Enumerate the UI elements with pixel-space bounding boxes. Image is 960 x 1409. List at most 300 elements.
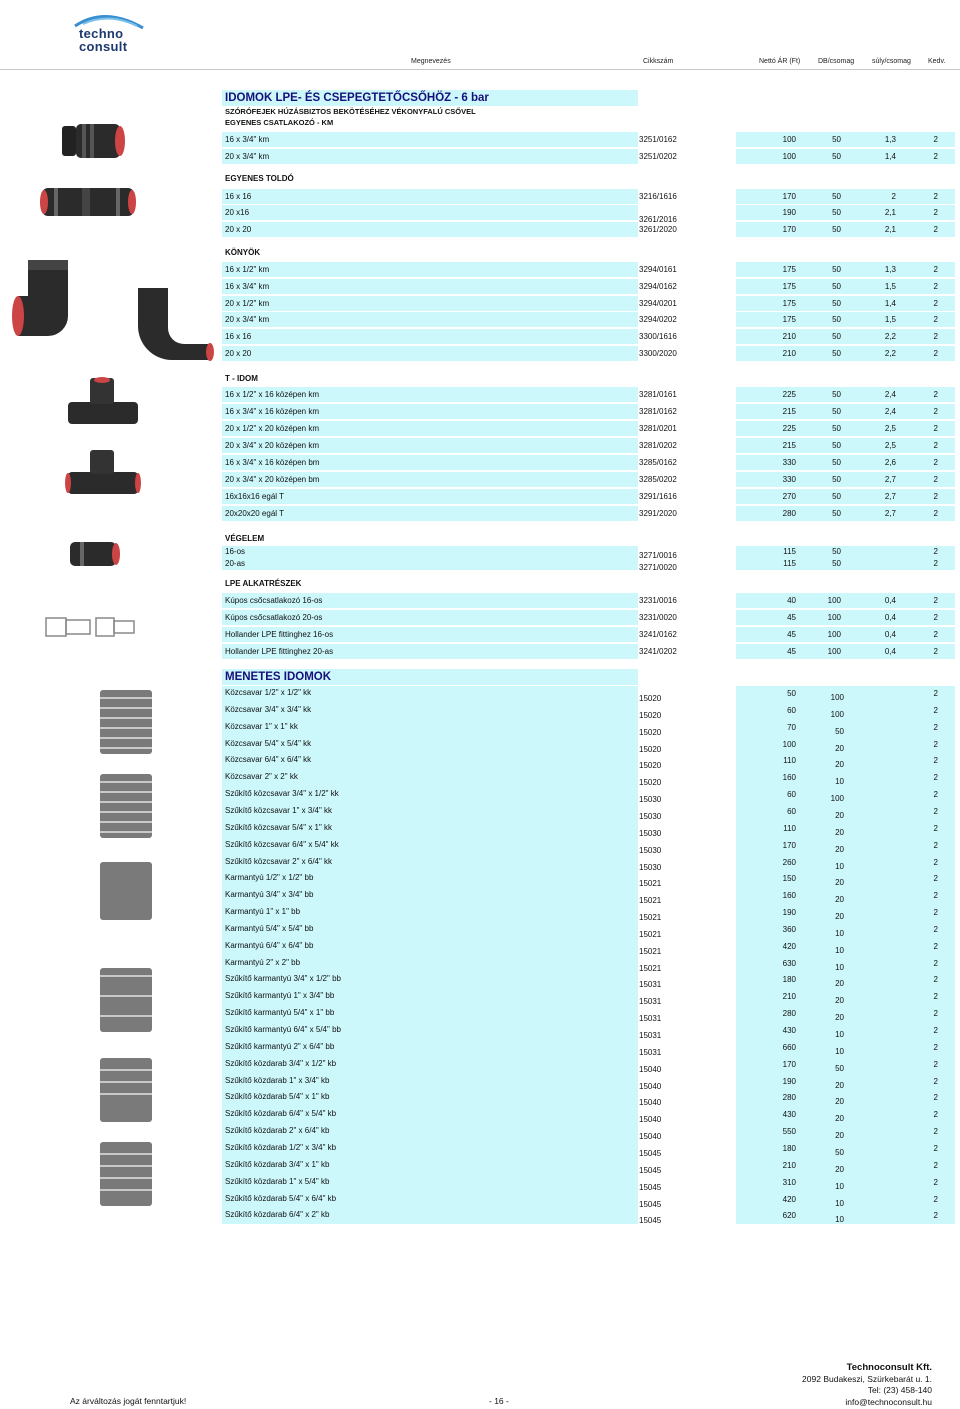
menetes-pack: 10 [835,1181,844,1191]
menetes-name: Karmantyú 2" x 2" bb [225,957,301,967]
menetes-price: 70 [787,722,796,732]
menetes-name: Szűkítő közcsavar 1" x 3/4" kk [225,805,333,815]
menetes-discount: 2 [933,1211,938,1221]
row-pack: 50 [832,475,841,484]
row-pack: 50 [832,509,841,518]
menetes-name: Szűkítő közdarab 1/2" x 3/4" kb [225,1142,337,1152]
menetes-pack: 20 [835,1164,844,1174]
menetes-price: 170 [782,1059,796,1069]
menetes-name: Közcsavar 5/4" x 5/4" kk [225,738,312,748]
row-price: 45 [787,630,796,639]
row-price: 190 [782,208,796,217]
header-weight: súly/csomag [872,58,911,65]
row-code: 3294/0161 [639,265,677,274]
row-code: 3241/0202 [639,647,677,656]
row-weight: 1,4 [884,152,896,161]
row-band-name [222,346,638,361]
menetes-code: 15030 [639,845,662,855]
row-discount: 2 [933,282,938,291]
menetes-name: Szűkítő közdarab 1" x 3/4" kb [225,1075,330,1085]
row-discount: 2 [933,647,938,656]
row-discount: 2 [933,315,938,324]
menetes-pack: 50 [835,1063,844,1073]
menetes-price: 180 [782,1143,796,1153]
menetes-code: 15021 [639,896,662,906]
menetes-code: 15031 [639,997,662,1007]
row-price: 280 [782,509,796,518]
menetes-price: 110 [783,823,796,833]
row-weight: 1,3 [884,135,896,144]
row-band-name [222,489,638,504]
menetes-code: 15045 [639,1216,662,1226]
row-code: 3216/1616 [639,192,677,201]
menetes-pack: 20 [835,1131,844,1141]
menetes-name: Szűkítő közdarab 3/4" x 1/2" kb [225,1058,337,1068]
row-band-name [222,506,638,521]
menetes-code: 15021 [639,929,662,939]
menetes-pack: 20 [835,996,844,1006]
row-name: 20 x 20 [225,225,252,234]
row-price: 270 [782,492,796,501]
menetes-discount: 2 [933,773,938,783]
subtitle-1: SZÓRÓFEJEK HÚZÁSBIZTOS BEKÖTÉSÉHEZ VÉKONYFALÚ CSŐVEL [225,107,476,116]
menetes-pack: 20 [835,979,844,989]
row-code: 3281/0162 [639,407,677,416]
menetes-name: Közcsavar 2" x 2" kk [225,772,298,782]
menetes-price: 550 [782,1127,796,1137]
menetes-name: Karmantyú 5/4" x 5/4" bb [225,923,314,933]
vegelem-code: 3271/0020 [639,563,677,572]
row-band-name [222,296,638,311]
menetes-price: 280 [782,1009,796,1019]
row-pack: 50 [832,299,841,308]
row-band-name [222,132,638,147]
menetes-name: Szűkítő közdarab 3/4" x 1" kb [225,1159,330,1169]
menetes-code: 15031 [639,1031,662,1040]
row-price: 170 [782,225,796,234]
row-discount: 2 [933,441,938,450]
section-vegelem: VÉGELEM [225,534,265,543]
menetes-code: 15031 [639,1014,662,1024]
row-code: 3291/1616 [639,492,677,501]
row-pack: 50 [832,492,841,501]
row-name: 16 x 3/4" x 16 középen bm [225,458,320,467]
vegelem-price: 115 [783,547,796,556]
vegelem-discount: 2 [933,559,938,568]
row-code: 3281/0201 [639,424,677,433]
footer-page-number: - 16 - [489,1396,509,1406]
row-weight: 2,1 [884,225,896,234]
menetes-price: 190 [782,908,796,918]
row-name: 16 x 16 [225,192,252,201]
menetes-pack: 100 [830,794,844,804]
row-discount: 2 [933,332,938,341]
vegelem-pack: 50 [832,547,841,556]
menetes-price: 60 [787,705,796,715]
row-price: 100 [782,152,796,161]
menetes-code: 15021 [639,879,662,889]
menetes-name: Szűkítő közdarab 5/4" x 1" kb [225,1092,330,1102]
row-price: 330 [782,475,796,484]
menetes-pack: 20 [835,1013,844,1023]
row-price: 170 [782,192,796,201]
row-discount: 2 [933,492,938,501]
header-price: Nettó ÁR (Ft) [759,58,801,65]
row-name: 20 x 20 [225,349,252,358]
row-name: 20 x 3/4" km [225,152,270,161]
row-discount: 2 [933,424,938,433]
menetes-name: Karmantyú 1" x 1" bb [225,907,301,917]
row-code: 3294/0162 [639,282,677,291]
row-band-name [222,546,638,558]
row-weight: 2,2 [884,349,896,358]
row-price: 210 [782,349,796,358]
menetes-code: 15030 [639,811,662,821]
menetes-discount: 2 [933,689,938,698]
t-idom-image [58,372,148,520]
row-weight: 2,7 [884,509,896,518]
logo-text-line1: techno [79,26,124,41]
row-price: 175 [782,315,796,324]
row-code: 3300/1616 [639,332,677,341]
row-code: 3294/0202 [639,315,677,324]
menetes-discount: 2 [933,739,938,749]
row-pack: 50 [832,225,841,234]
row-weight: 1,4 [884,299,896,308]
row-band-name [222,205,638,220]
footer-company-block [802,1362,932,1408]
menetes-name: Szűkítő közdarab 6/4" x 5/4" kb [225,1109,337,1119]
section-t-idom: T - IDOM [225,374,258,383]
row-code: 3281/0161 [639,390,677,399]
menetes-price: 60 [787,790,796,800]
row-price: 175 [782,282,796,291]
row-weight: 2,5 [884,424,896,433]
menetes-pack: 10 [835,945,844,955]
row-price: 215 [782,407,796,416]
header-pack: DB/csomag [818,58,855,65]
row-price: 40 [787,596,796,605]
row-price: 175 [782,265,796,274]
row-code: 3251/0162 [639,135,677,144]
row-band-name [222,329,638,344]
menetes-discount: 2 [933,840,938,850]
row-weight: 2,7 [884,492,896,501]
menetes-code: 15030 [639,828,662,838]
row-name: 16 x 3/4" x 16 középen km [225,407,320,416]
row-name: 20 x 1/2" x 20 középen km [225,424,320,433]
row-price: 225 [782,390,796,399]
row-discount: 2 [933,596,938,605]
menetes-name: Szűkítő karmantyú 3/4" x 1/2" bb [225,974,341,984]
row-weight: 0,4 [884,613,896,622]
menetes-discount: 2 [933,1009,938,1019]
menetes-name: Szűkítő közcsavar 3/4" x 1/2" kk [225,789,339,799]
section-lpe-alkatreszek: LPE ALKATRÉSZEK [225,579,302,588]
menetes-discount: 2 [933,1059,938,1069]
row-pack: 100 [827,596,841,605]
menetes-code: 15045 [639,1148,662,1158]
menetes-code: 15040 [639,1098,662,1108]
row-weight: 2,4 [884,390,896,399]
row-pack: 50 [832,315,841,324]
row-weight: 0,4 [884,647,896,656]
row-code: 3231/0016 [639,596,677,605]
row-discount: 2 [933,475,938,484]
menetes-name: Karmantyú 1/2" x 1/2" bb [225,873,314,883]
menetes-code: 15030 [639,862,662,872]
vegelem-pack: 50 [832,559,841,568]
row-price: 175 [782,299,796,308]
menetes-code: 15040 [639,1132,662,1142]
header-name: Megnevezés [411,58,451,65]
row-discount: 2 [933,265,938,274]
menetes-code: 15020 [639,744,662,754]
menetes-name: Közcsavar 6/4" x 6/4" kk [225,755,312,765]
row-discount: 2 [933,613,938,622]
row-code: 3261/2016 [639,215,677,224]
menetes-name: Közcsavar 1/2" x 1/2" kk [225,688,312,697]
menetes-discount: 2 [933,857,938,867]
menetes-discount: 2 [933,790,938,800]
row-code: 3300/2020 [639,349,677,358]
page-title: IDOMOK LPE- ÉS CSEPEGTETŐCSŐHÖZ - 6 bar [222,90,638,106]
menetes-pack: 20 [835,895,844,905]
row-discount: 2 [933,299,938,308]
row-code: 3291/2020 [639,509,677,518]
row-pack: 100 [827,613,841,622]
menetes-price: 170 [782,840,796,850]
menetes-code: 15040 [639,1064,662,1074]
vegelem-price: 115 [783,559,796,568]
row-name: 20 x 1/2" km [225,299,270,308]
menetes-price: 50 [787,689,796,698]
vegelem-code: 3271/0016 [639,551,677,560]
logo-text-line2: consult [79,39,128,54]
footer-email[interactable]: info@technoconsult.hu [845,1396,932,1407]
row-name: 16 x 1/2" km [225,265,270,274]
menetes-price: 430 [782,1026,796,1035]
menetes-code: 15031 [639,1047,662,1057]
vegelem-discount: 2 [933,547,938,556]
company-logo [65,4,157,64]
header-code: Cikkszám [643,58,674,65]
menetes-code: 15045 [639,1199,662,1209]
menetes-price: 160 [782,773,796,783]
menetes-pack: 10 [835,928,844,938]
row-weight: 2,7 [884,475,896,484]
row-weight: 0,4 [884,596,896,605]
menetes-pack: 100 [830,693,844,702]
footer-address: 2092 Budakeszi, Szürkebarát u. 1. [802,1373,932,1384]
menetes-pack: 20 [835,760,844,770]
row-band-name [222,262,638,277]
vegelem-image [66,536,126,572]
menetes-pack: 10 [835,777,844,787]
menetes-name: Szűkítő karmantyú 1" x 3/4" bb [225,991,335,1001]
row-name: Hollander LPE fittinghez 16-os [225,630,334,639]
row-price: 45 [787,613,796,622]
row-name: 20 x 3/4" x 20 középen km [225,441,320,450]
vegelem-name: 16-os [225,547,246,556]
menetes-price: 660 [782,1042,796,1052]
vegelem-name: 20-as [225,559,246,568]
menetes-pack: 100 [830,709,844,719]
menetes-discount: 2 [933,1042,938,1052]
menetes-name: Szűkítő közcsavar 5/4" x 1" kk [225,822,333,832]
section-menetes-idomok: MENETES IDOMOK [222,669,638,685]
menetes-price: 360 [782,924,796,934]
menetes-code: 15040 [639,1115,662,1125]
row-pack: 50 [832,208,841,217]
row-name: 20x20x20 egál T [225,509,285,518]
menetes-discount: 2 [933,823,938,833]
row-name: 16 x 1/2" x 16 középen km [225,390,320,399]
row-pack: 100 [827,647,841,656]
menetes-discount: 2 [933,1194,938,1204]
row-discount: 2 [933,225,938,234]
menetes-pack: 10 [835,861,844,871]
row-name: Kúpos csőcsatlakozó 16-os [225,596,323,605]
menetes-name: Szűkítő közdarab 6/4" x 2" kb [225,1210,330,1220]
egyenes-toldo-image [38,182,138,222]
row-pack: 50 [832,441,841,450]
menetes-pack: 20 [835,878,844,888]
menetes-pack: 20 [835,810,844,820]
menetes-price: 160 [782,891,796,901]
row-name: 16 x 3/4" km [225,282,270,291]
menetes-price: 280 [782,1093,796,1103]
menetes-pack: 20 [835,1080,844,1090]
section-egyenes-toldo: EGYENES TOLDÓ [225,174,294,183]
header-discount: Kedv. [928,58,946,65]
menetes-discount: 2 [933,705,938,715]
section-konyok: KÖNYÖK [225,248,261,257]
menetes-discount: 2 [933,874,938,884]
row-pack: 50 [832,458,841,467]
menetes-discount: 2 [933,1076,938,1086]
row-discount: 2 [933,509,938,518]
menetes-price: 420 [782,941,796,951]
row-pack: 50 [832,192,841,201]
menetes-price: 190 [782,1076,796,1086]
menetes-name: Szűkítő közdarab 2" x 6/4" kb [225,1126,330,1136]
menetes-name: Közcsavar 1" x 1" kk [225,721,298,731]
menetes-name: Karmantyú 3/4" x 3/4" bb [225,890,314,900]
menetes-pack: 10 [835,1030,844,1039]
menetes-discount: 2 [933,1160,938,1170]
menetes-pack: 20 [835,844,844,854]
row-pack: 50 [832,349,841,358]
row-pack: 50 [832,424,841,433]
menetes-name: Karmantyú 6/4" x 6/4" bb [225,940,314,950]
row-code: 3285/0202 [639,475,677,484]
menetes-name: Szűkítő karmantyú 5/4" x 1" bb [225,1008,335,1018]
menetes-price: 430 [782,1110,796,1120]
row-discount: 2 [933,349,938,358]
lpe-alkatresz-image [42,608,142,648]
row-price: 45 [787,647,796,656]
menetes-discount: 2 [933,924,938,934]
row-name: 16 x 3/4" km [225,135,270,144]
menetes-discount: 2 [933,975,938,985]
menetes-code: 15020 [639,727,662,737]
row-band-name [222,222,638,237]
menetes-code: 15020 [639,710,662,720]
menetes-pack: 20 [835,1114,844,1124]
row-band-name [222,189,638,204]
menetes-pack: 50 [835,1147,844,1157]
menetes-code: 15045 [639,1182,662,1192]
row-weight: 2,2 [884,332,896,341]
menetes-price: 210 [782,1160,796,1170]
row-name: 20 x 3/4" km [225,315,270,324]
row-weight: 2,6 [884,458,896,467]
menetes-code: 15045 [639,1165,662,1175]
row-name: Hollander LPE fittinghez 20-as [225,647,334,656]
row-discount: 2 [933,135,938,144]
menetes-name: Szűkítő közcsavar 6/4" x 5/4" kk [225,839,339,849]
menetes-discount: 2 [933,1143,938,1153]
row-discount: 2 [933,192,938,201]
menetes-code: 15020 [639,694,662,703]
menetes-pack: 20 [835,827,844,837]
row-weight: 1,5 [884,282,896,291]
subtitle-2: EGYENES CSATLAKOZÓ - KM [225,118,334,127]
row-pack: 50 [832,152,841,161]
menetes-code: 15040 [639,1081,662,1091]
row-price: 215 [782,441,796,450]
row-pack: 50 [832,407,841,416]
row-discount: 2 [933,152,938,161]
row-name: Kúpos csőcsatlakozó 20-os [225,613,323,622]
egyenes-csatlakozo-image [60,112,130,172]
row-code: 3231/0020 [639,613,677,622]
row-weight: 2,4 [884,407,896,416]
row-weight: 2 [891,192,896,201]
menetes-code: 15021 [639,913,662,923]
row-weight: 2,5 [884,441,896,450]
row-discount: 2 [933,208,938,217]
row-pack: 50 [832,265,841,274]
menetes-price: 620 [782,1211,796,1221]
menetes-code: 15021 [639,963,662,973]
menetes-price: 150 [782,874,796,884]
menetes-name: Szűkítő közdarab 5/4" x 6/4" kb [225,1193,337,1203]
row-pack: 50 [832,390,841,399]
menetes-discount: 2 [933,1110,938,1120]
row-code: 3251/0202 [639,152,677,161]
menetes-price: 630 [782,958,796,968]
menetes-discount: 2 [933,722,938,732]
menetes-pack: 10 [835,1198,844,1208]
menetes-price: 100 [782,739,796,749]
footer-copyright: Az árváltozás jogát fenntartjuk! [70,1396,187,1406]
menetes-pack: 10 [835,1215,844,1225]
menetes-code: 15020 [639,761,662,771]
menetes-discount: 2 [933,908,938,918]
row-name: 16x16x16 egál T [225,492,285,501]
row-code: 3285/0162 [639,458,677,467]
menetes-discount: 2 [933,941,938,951]
konyok-image-2 [128,282,218,362]
menetes-discount: 2 [933,806,938,816]
menetes-code: 15030 [639,795,662,805]
menetes-code: 15031 [639,980,662,990]
menetes-discount: 2 [933,891,938,901]
row-code: 3281/0202 [639,441,677,450]
row-code: 3261/2020 [639,225,677,234]
